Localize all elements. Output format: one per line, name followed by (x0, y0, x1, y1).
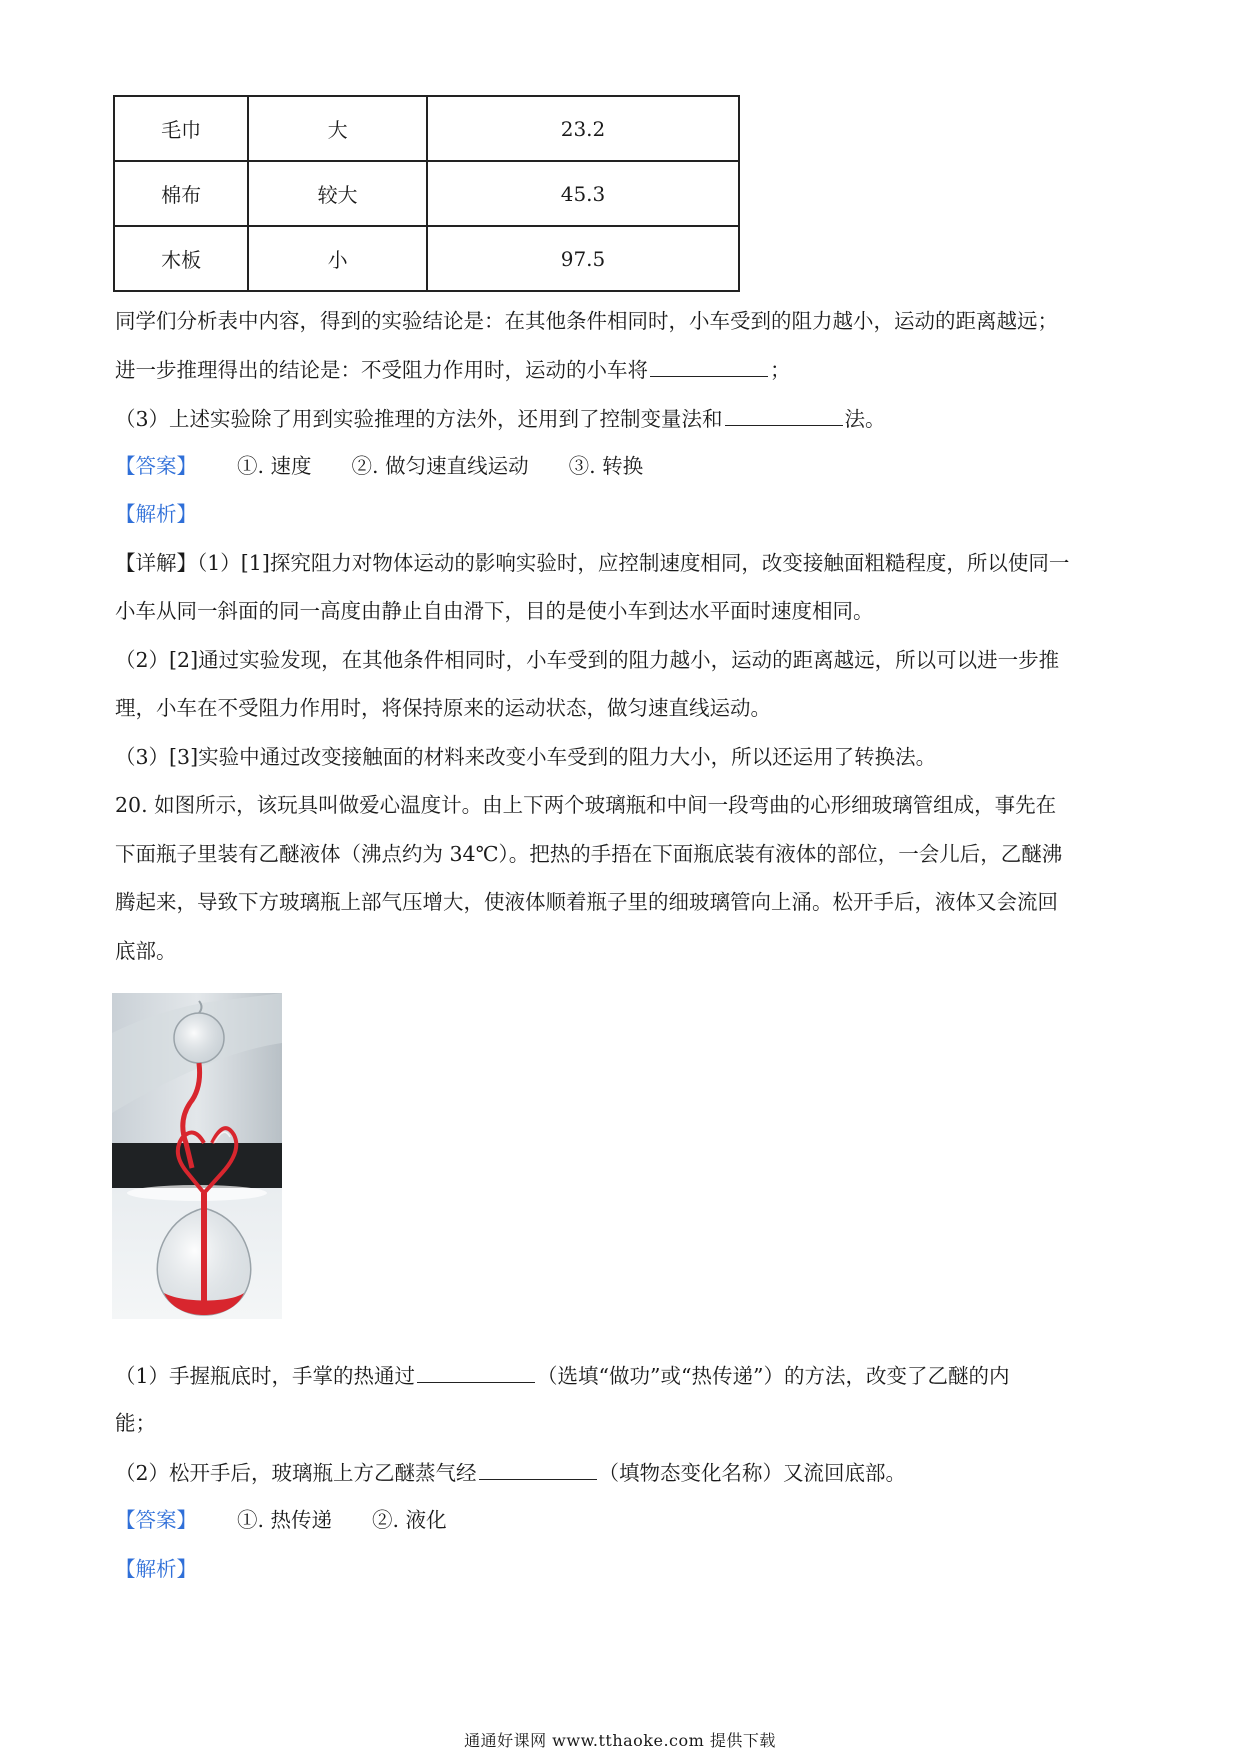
page-footer: 通通好课网 www.tthaoke.com 提供下载 (464, 1731, 776, 1750)
table-cell-resistance: 小 (248, 226, 427, 291)
table-cell-surface: 木板 (114, 226, 248, 291)
q19-inference-suffix: ； (770, 358, 791, 382)
q19-part3-text: （3）上述实验除了用到实验推理的方法外，还用到了控制变量法和 (115, 407, 723, 431)
detail-label: 【详解】 (115, 551, 197, 575)
answer-item: ①. 热传递 (237, 1508, 333, 1532)
q20-part1-text: （1）手握瓶底时，手掌的热通过 (115, 1364, 416, 1388)
answer-blank (417, 1360, 535, 1383)
table-cell-distance: 97.5 (427, 226, 739, 291)
q20-line1: 20. 如图所示，该玩具叫做爱心温度计。由上下两个玻璃瓶和中间一段弯曲的心形细玻璃管组成，事先在 (115, 793, 1057, 817)
answer-label: 【答案】 (115, 454, 197, 478)
table-cell-resistance: 较大 (248, 161, 427, 226)
table-cell-surface: 棉布 (114, 161, 248, 226)
q19-answer (115, 451, 643, 481)
love-thermometer-photo (112, 993, 282, 1319)
q20-part1 (115, 1360, 1009, 1391)
table-row (114, 226, 739, 291)
answer-blank (479, 1457, 597, 1480)
analysis-label: 【解析】 (115, 502, 197, 526)
q20-part2-suffix: （填物态变化名称）又流回底部。 (598, 1461, 907, 1485)
results-table (113, 95, 740, 292)
table-row (114, 96, 739, 161)
q20-part1-cont: 能； (115, 1411, 156, 1435)
table-cell-surface: 毛巾 (114, 96, 248, 161)
q20-part2-text: （2）松开手后，玻璃瓶上方乙醚蒸气经 (115, 1461, 477, 1485)
answer-item: ②. 做匀速直线运动 (351, 454, 529, 478)
q20-part1-suffix: （选填“做功”或“热传递”）的方法，改变了乙醚的内 (537, 1364, 1010, 1388)
q19-part3 (115, 403, 886, 434)
answer-item: ③. 转换 (568, 454, 644, 478)
q20-line3: 腾起来，导致下方玻璃瓶上部气压增大，使液体顺着瓶子里的细玻璃管向上涌。松开手后，液体又会流回 (115, 890, 1058, 914)
q19-inference (115, 354, 791, 385)
table-row (114, 161, 739, 226)
q19-conclusion: 同学们分析表中内容，得到的实验结论是：在其他条件相同时，小车受到的阻力越小，运动的距离越远； (115, 309, 1058, 333)
q20-answer (115, 1505, 447, 1535)
q19-inference-text: 进一步推理得出的结论是：不受阻力作用时，运动的小车将 (115, 358, 648, 382)
answer-item: ①. 速度 (237, 454, 312, 478)
q20-line4: 底部。 (115, 939, 177, 963)
q19-detail-2a: （2）[2]通过实验发现，在其他条件相同时，小车受到的阻力越小，运动的距离越远，所以可以进一步推 (115, 648, 1060, 672)
answer-label: 【答案】 (115, 1508, 197, 1532)
q19-detail-2b: 理，小车在不受阻力作用时，将保持原来的运动状态，做匀速直线运动。 (115, 696, 771, 720)
answer-blank (650, 354, 768, 377)
answer-item: ②. 液化 (372, 1508, 447, 1532)
q19-detail-3: （3）[3]实验中通过改变接触面的材料来改变小车受到的阻力大小，所以还运用了转换法。 (115, 745, 937, 769)
table-cell-distance: 45.3 (427, 161, 739, 226)
q20-line2: 下面瓶子里装有乙醚液体（沸点约为 34℃）。把热的手捂在下面瓶底装有液体的部位，一会儿后，乙醚沸 (115, 842, 1063, 866)
q19-detail-1a (115, 548, 1069, 578)
analysis-label: 【解析】 (115, 1557, 197, 1581)
table-cell-resistance: 大 (248, 96, 427, 161)
q19-detail-1b: 小车从同一斜面的同一高度由静止自由滑下，目的是使小车到达水平面时速度相同。 (115, 599, 874, 623)
q19-part3-suffix: 法。 (844, 407, 886, 431)
detail-text: （1）[1]探究阻力对物体运动的影响实验时，应控制速度相同，改变接触面粗糙程度，所以使同一 (197, 551, 1070, 575)
answer-blank (725, 403, 843, 426)
q20-part2 (115, 1457, 906, 1488)
table-cell-distance: 23.2 (427, 96, 739, 161)
